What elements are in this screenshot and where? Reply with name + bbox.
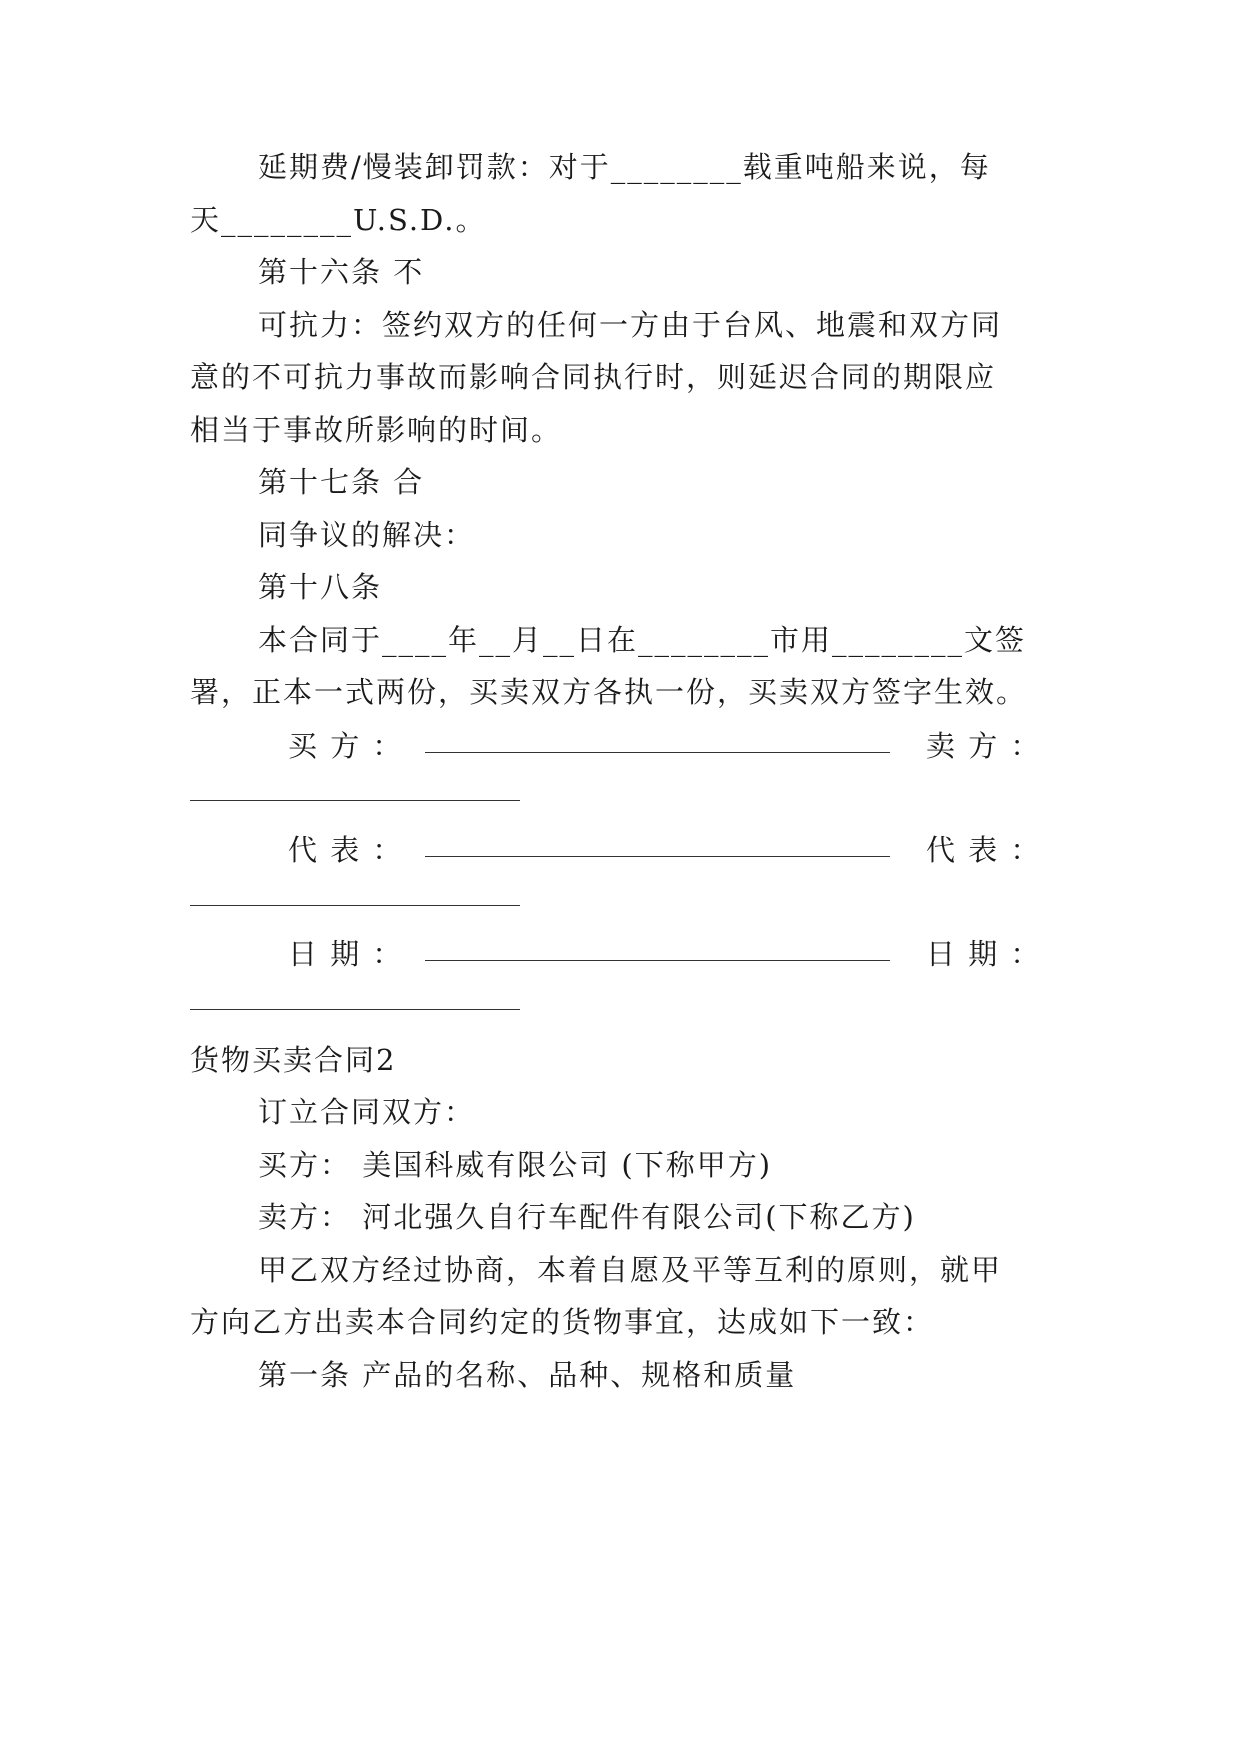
contract-2-article-1: 第一条 产品的名称、品种、规格和质量 (258, 1358, 797, 1392)
dispute-resolution-line: 同争议的解决： (258, 518, 476, 552)
contract-2-preamble-line1: 甲乙双方经过协商，本着自愿及平等互利的原则，就甲 (258, 1253, 1003, 1287)
force-majeure-line2: 意的不可抗力事故而影响合同执行时，则延迟合同的期限应 (190, 360, 997, 394)
clause-demurrage-line2: 天________U.S.D.。 (190, 203, 487, 237)
date-left-label: 日 期 ： (288, 937, 404, 971)
date-left-line (425, 934, 890, 961)
contract-2-seller: 卖方： 河北强久自行车配件有限公司(下称乙方) (258, 1200, 916, 1234)
signing-clause-line1: 本合同于____年__月__日在________市用________文签 (258, 623, 1027, 657)
clause-demurrage-line1: 延期费/慢装卸罚款：对于________载重吨船来说，每 (258, 150, 991, 184)
force-majeure-line1: 可抗力：签约双方的任何一方由于台风、地震和双方同 (258, 308, 1003, 342)
contract-2-buyer: 买方： 美国科威有限公司 (下称甲方) (258, 1148, 773, 1182)
article-16-heading: 第十六条 不 (258, 255, 425, 289)
seller-signature-line (190, 800, 520, 801)
representative-right-label: 代 表 ： (926, 833, 1042, 867)
contract-2-title: 货物买卖合同2 (190, 1043, 397, 1077)
representative-left-line (425, 830, 890, 857)
article-17-heading: 第十七条 合 (258, 465, 425, 499)
buyer-signature-line (425, 726, 890, 753)
date-right-line (190, 1009, 520, 1010)
representative-left-label: 代 表 ： (288, 833, 404, 867)
contract-2-parties-heading: 订立合同双方： (258, 1095, 476, 1129)
representative-right-line (190, 905, 520, 906)
force-majeure-line3: 相当于事故所影响的时间。 (190, 413, 563, 447)
date-right-label: 日 期 ： (926, 937, 1042, 971)
signing-clause-line2: 署，正本一式两份，买卖双方各执一份，买卖双方签字生效。 (190, 675, 1028, 709)
seller-label: 卖 方 ： (926, 729, 1042, 763)
buyer-label: 买 方 ： (288, 729, 404, 763)
article-18-heading: 第十八条 (258, 570, 383, 604)
contract-2-preamble-line2: 方向乙方出卖本合同约定的货物事宜，达成如下一致： (190, 1305, 935, 1339)
